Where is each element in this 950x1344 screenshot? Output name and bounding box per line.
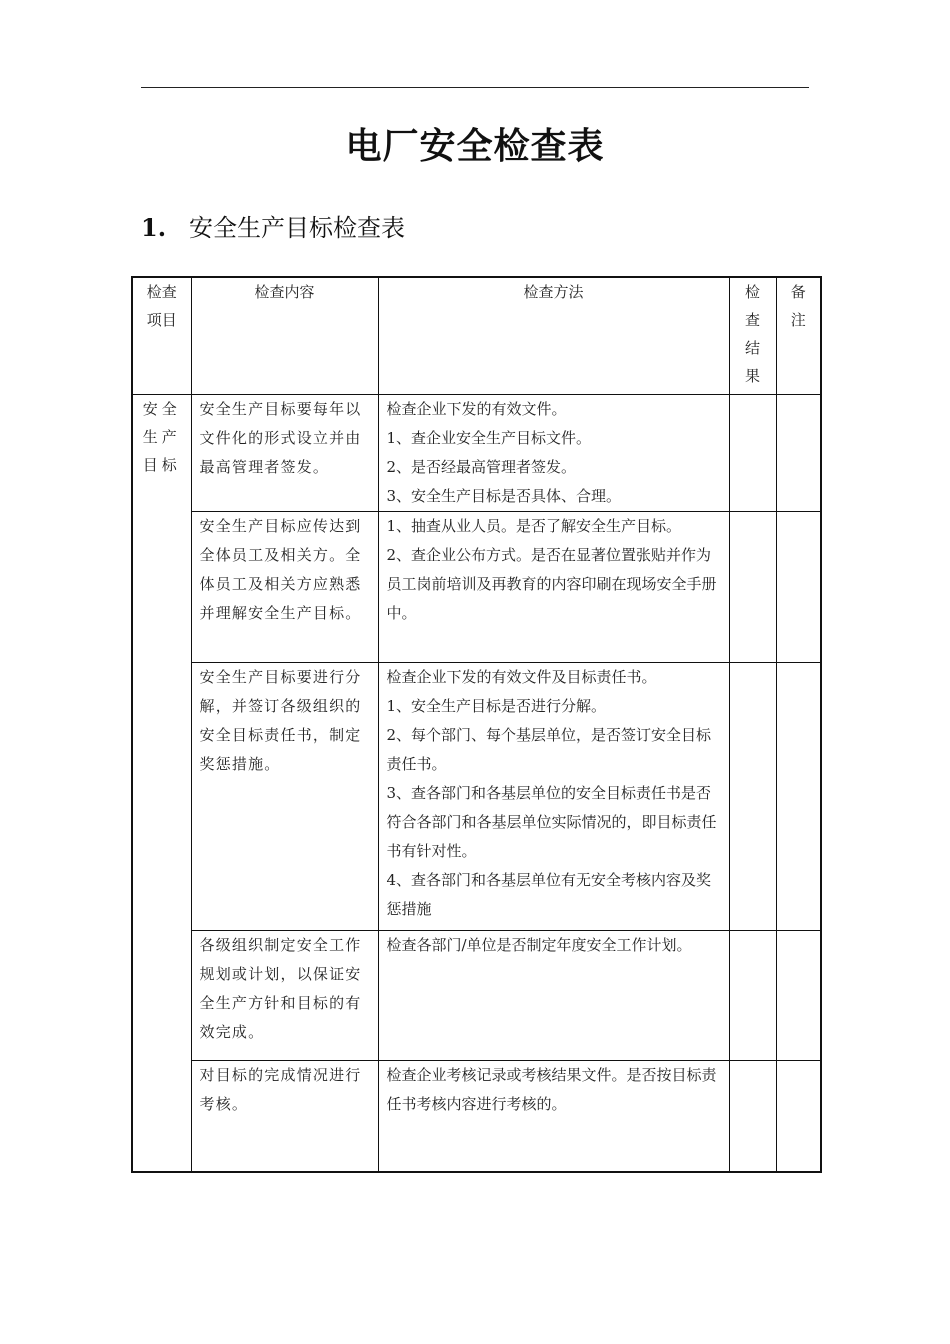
header-content: 检查内容 (191, 277, 378, 394)
row-result-cell[interactable] (729, 511, 776, 662)
header-remark: 备注 (776, 277, 821, 394)
row-method: 检查企业下发的有效文件。 1、查企业安全生产目标文件。 2、是否经最高管理者签发。 3、安全生产目标是否具体、合理。 (378, 394, 729, 511)
row-result-cell[interactable] (729, 662, 776, 930)
safety-checklist-table (131, 276, 822, 1173)
row-content: 安全生产目标要进行分解，并签订各级组织的安全目标责任书，制定奖惩措施。 (191, 662, 378, 930)
section-number: 1. (141, 213, 167, 242)
header-rule (141, 87, 809, 88)
row-content: 对目标的完成情况进行考核。 (191, 1060, 378, 1172)
header-method: 检查方法 (378, 277, 729, 394)
row-content: 安全生产目标应传达到全体员工及相关方。全体员工及相关方应熟悉并理解安全生产目标。 (191, 511, 378, 662)
section-heading (141, 208, 405, 243)
row-method: 检查企业考核记录或考核结果文件。是否按目标责任书考核内容进行考核的。 (378, 1060, 729, 1172)
row-remark-cell[interactable] (776, 511, 821, 662)
row-remark-cell[interactable] (776, 1060, 821, 1172)
table-row (132, 662, 821, 930)
table-row (132, 511, 821, 662)
category-cell: 安全生产目标 (132, 394, 191, 1172)
header-result: 检查结果 (729, 277, 776, 394)
row-result-cell[interactable] (729, 394, 776, 511)
row-result-cell[interactable] (729, 1060, 776, 1172)
table-row (132, 1060, 821, 1172)
header-item: 检查项目 (132, 277, 191, 394)
row-remark-cell[interactable] (776, 394, 821, 511)
section-title: 安全生产目标检查表 (189, 214, 405, 242)
row-method: 1、抽查从业人员。是否了解安全生产目标。 2、查企业公布方式。是否在显著位置张贴并作为员工岗前培训及再教育的内容印刷在现场安全手册中。 (378, 511, 729, 662)
row-remark-cell[interactable] (776, 662, 821, 930)
row-result-cell[interactable] (729, 930, 776, 1060)
row-remark-cell[interactable] (776, 930, 821, 1060)
row-method: 检查企业下发的有效文件及目标责任书。 1、安全生产目标是否进行分解。 2、每个部门、每个基层单位，是否签订安全目标责任书。 3、查各部门和各基层单位的安全目标责任书是否符合各部门和各基层单位实际情况的，即目标责任书有针对性。 4、查各部门和各基层单位有无安全考核内容及奖惩措施 (378, 662, 729, 930)
table-row (132, 394, 821, 511)
row-method: 检查各部门/单位是否制定年度安全工作计划。 (378, 930, 729, 1060)
document-title: 电厂安全检查表 (345, 126, 605, 167)
row-content: 安全生产目标要每年以文件化的形式设立并由最高管理者签发。 (191, 394, 378, 511)
table-header-row (132, 277, 821, 394)
row-content: 各级组织制定安全工作规划或计划，以保证安全生产方针和目标的有效完成。 (191, 930, 378, 1060)
table-row (132, 930, 821, 1060)
